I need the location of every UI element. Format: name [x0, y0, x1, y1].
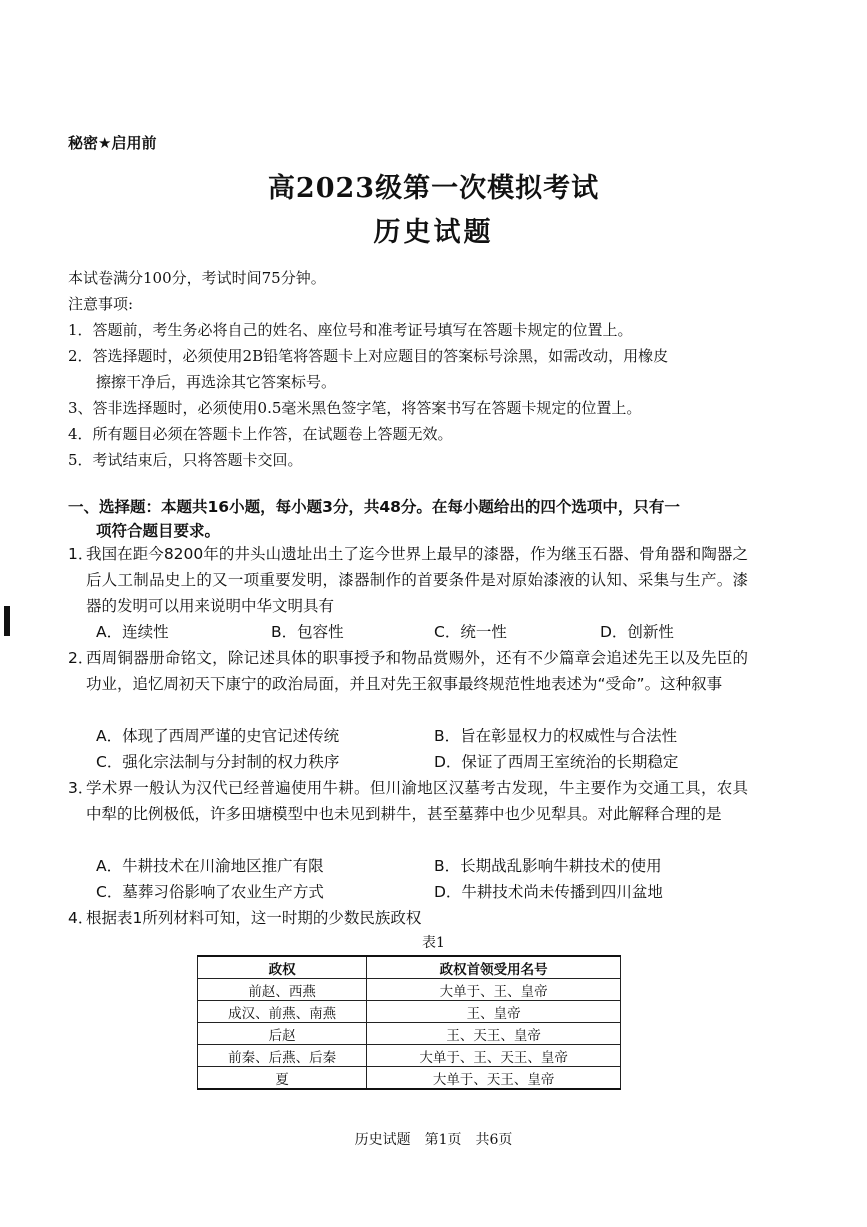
table-row [198, 1023, 621, 1045]
option-c: C．墓葬习俗影响了农业生产方式 [96, 883, 324, 901]
table-caption: 表1 [422, 935, 445, 951]
option-d: D．牛耕技术尚未传播到四川盆地 [434, 883, 663, 901]
table-header-cell: 政权 [198, 956, 367, 979]
question-3 [68, 775, 748, 827]
binding-mark [4, 606, 10, 636]
table-header-row [198, 956, 621, 979]
option-c: C．统一性 [434, 623, 507, 641]
option-a: A．体现了西周严谨的史官记述传统 [96, 727, 340, 745]
score-time-note: 本试卷满分100分，考试时间75分钟。 [68, 269, 326, 287]
page-footer: 历史试题 第1页 共6页 [354, 1132, 513, 1148]
table-cell: 前赵、西燕 [198, 979, 367, 1001]
question-4 [68, 905, 748, 931]
question-number: 4． [68, 909, 94, 927]
option-a: A．连续性 [96, 623, 169, 641]
question-2 [68, 645, 748, 697]
option-d: D．创新性 [600, 623, 674, 641]
section-heading-continued: 项符合题目要求。 [96, 522, 221, 540]
option-b: B．旨在彰显权力的权威性与合法性 [434, 727, 678, 745]
table-cell: 大单于、王、天王、皇帝 [367, 1045, 621, 1067]
notice-item: 3、答非选择题时，必须使用0.5毫米黑色签字笔，将答案书写在答题卡规定的位置上。 [68, 399, 642, 417]
table-cell: 夏 [198, 1067, 367, 1090]
table-cell: 王、天王、皇帝 [367, 1023, 621, 1045]
table-cell: 大单于、天王、皇帝 [367, 1067, 621, 1090]
notice-item: 1．答题前，考生务必将自己的姓名、座位号和准考证号填写在答题卡规定的位置上。 [68, 321, 633, 339]
notice-heading: 注意事项: [68, 295, 134, 313]
option-b: B．包容性 [271, 623, 344, 641]
section-heading: 一、选择题：本题共16小题，每小题3分，共48分。在每小题给出的四个选项中，只有一 [68, 498, 680, 516]
table-cell: 后赵 [198, 1023, 367, 1045]
table-row [198, 1067, 621, 1090]
question-number: 3． [68, 779, 94, 797]
option-a: A．牛耕技术在川渝地区推广有限 [96, 857, 324, 875]
notice-item: 2．答选择题时，必须使用2B铅笔将答题卡上对应题目的答案标号涂黑，如需改动，用橡皮 [68, 347, 669, 365]
table-cell: 大单于、王、皇帝 [367, 979, 621, 1001]
table-row [198, 979, 621, 1001]
question-stem: 学术界一般认为汉代已经普遍使用牛耕。但川渝地区汉墓考古发现，牛主要作为交通工具，农具中犁的比例极低，许多田塘模型中也未见到耕牛，甚至墓葬中也少见犁具。对此解释合理的是 [86, 779, 748, 823]
subject-title: 历史试题 [373, 217, 494, 248]
notice-item: 5．考试结束后，只将答题卡交回。 [68, 451, 303, 469]
regime-title-table [197, 955, 621, 1090]
table-cell: 王、皇帝 [367, 1001, 621, 1023]
question-stem: 我国在距今8200年的井头山遗址出土了迄今世界上最早的漆器，作为继玉石器、骨角器和陶器之后人工制品史上的又一项重要发明，漆器制作的首要条件是对原始漆液的认知、采集与生产。漆器的发明可以用来说明中华文明具有 [86, 545, 748, 615]
option-b: B．长期战乱影响牛耕技术的使用 [434, 857, 662, 875]
option-c: C．强化宗法制与分封制的权力秩序 [96, 753, 340, 771]
question-number: 1． [68, 545, 94, 563]
table-cell: 成汉、前燕、南燕 [198, 1001, 367, 1023]
question-stem: 西周铜器册命铭文，除记述具体的职事授予和物品赏赐外，还有不少篇章会追述先王以及先臣的功业，追忆周初天下康宁的政治局面，并且对先王叙事最终规范性地表述为“受命”。这种叙事 [86, 649, 748, 693]
exam-title: 高2023级第一次模拟考试 [267, 173, 600, 204]
option-d: D．保证了西周王室统治的长期稳定 [434, 753, 679, 771]
notice-item: 4．所有题目必须在答题卡上作答，在试题卷上答题无效。 [68, 425, 453, 443]
notice-item-continued: 擦擦干净后，再选涂其它答案标号。 [96, 373, 337, 391]
table-row [198, 1045, 621, 1067]
table-header-cell: 政权首领受用名号 [367, 956, 621, 979]
table-row [198, 1001, 621, 1023]
question-number: 2． [68, 649, 94, 667]
confidential-label: 秘密★启用前 [68, 134, 157, 152]
question-1 [68, 541, 748, 619]
table-cell: 前秦、后燕、后秦 [198, 1045, 367, 1067]
question-stem: 根据表1所列材料可知，这一时期的少数民族政权 [86, 909, 422, 927]
